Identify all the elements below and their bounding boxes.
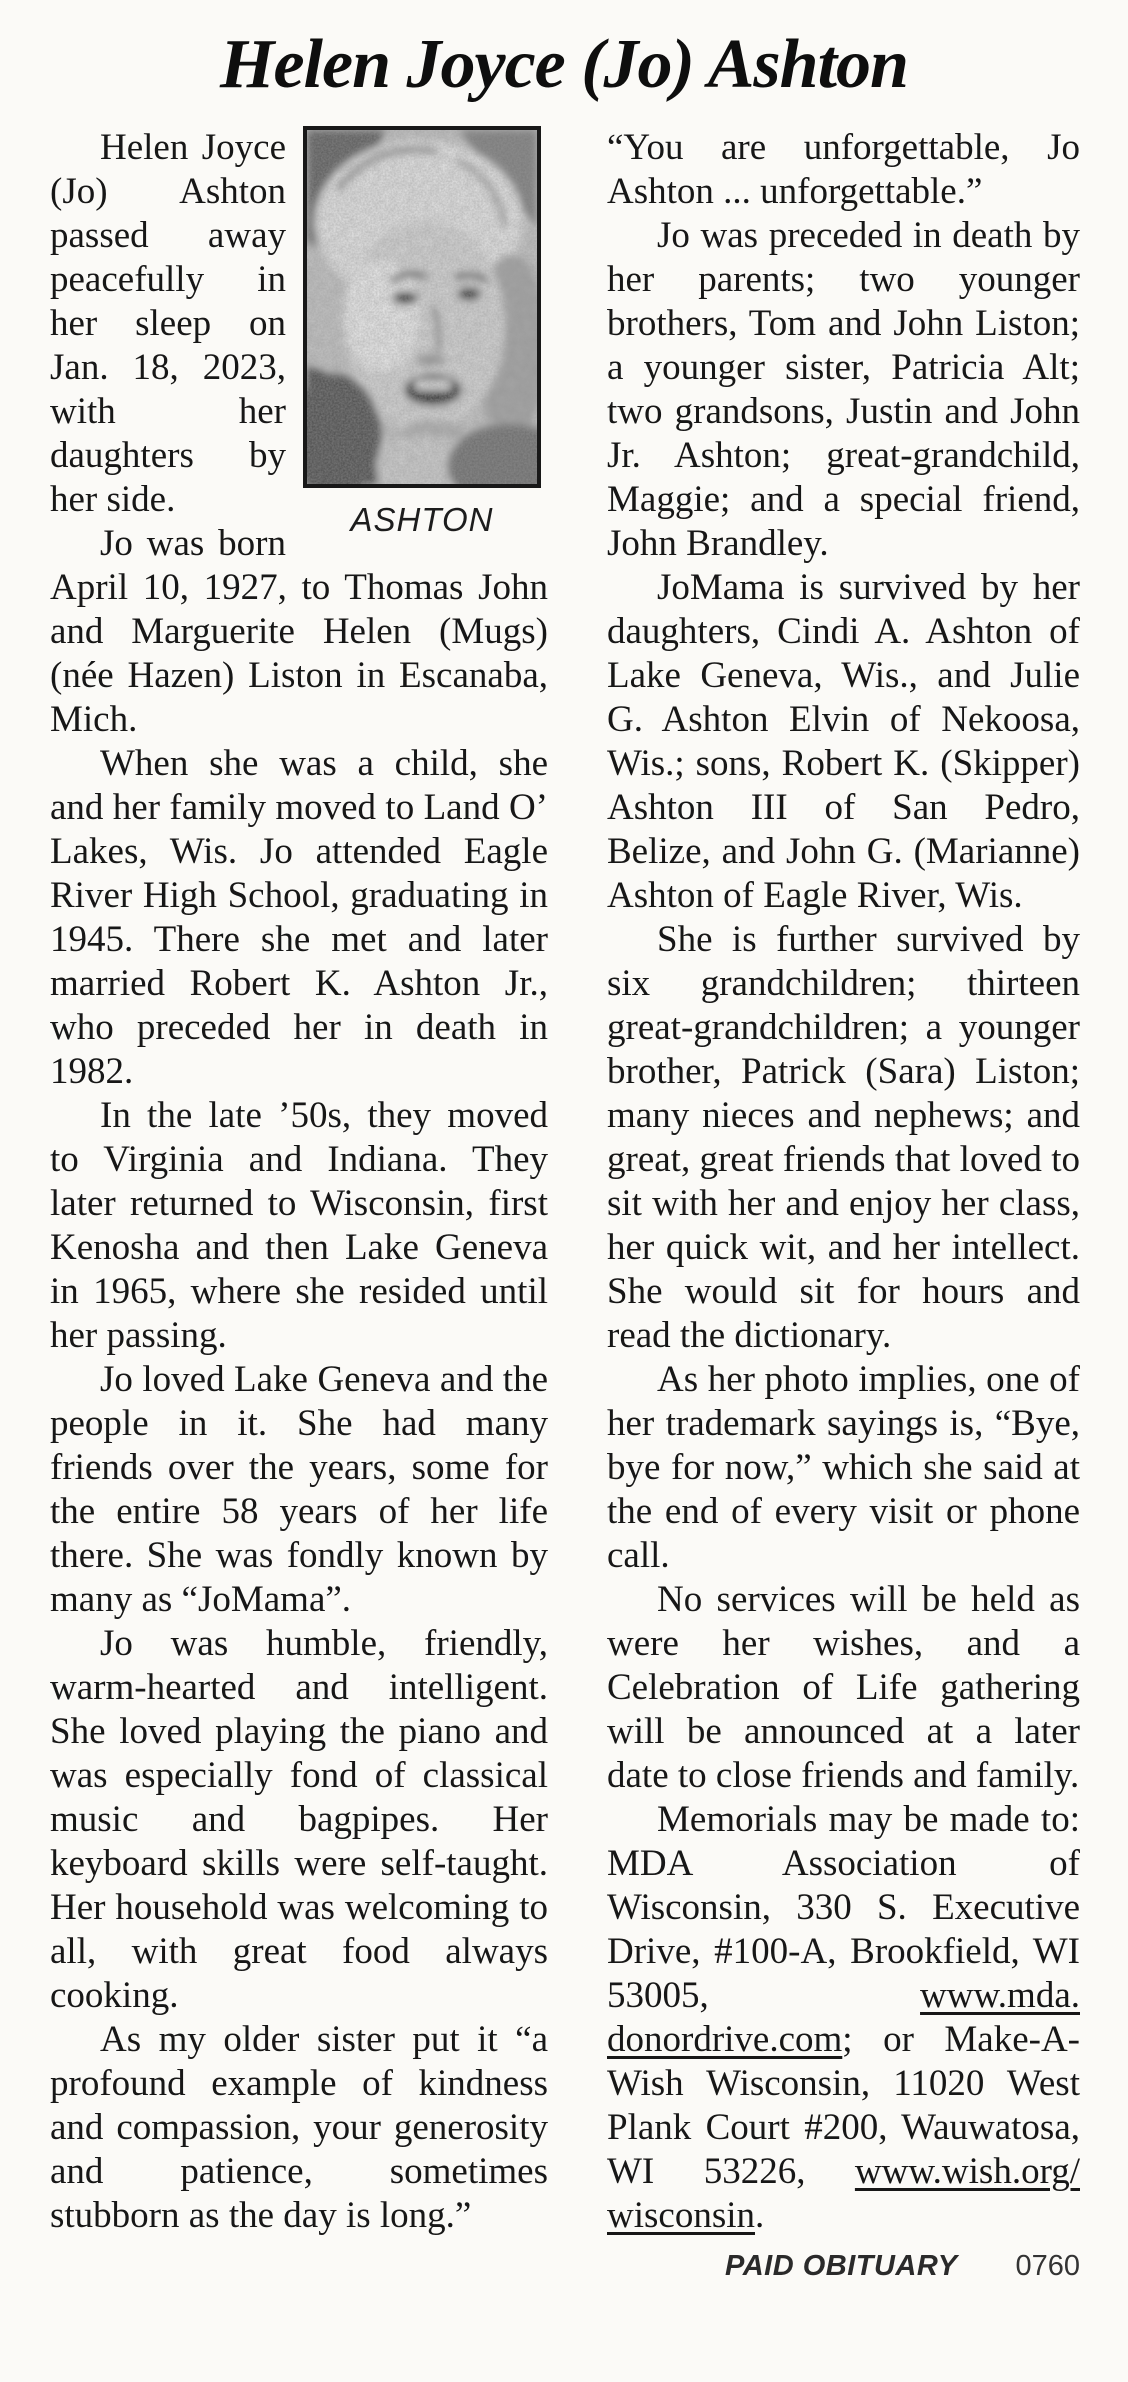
paragraph: As her photo implies, one of her trademark sayings is, “Bye, bye for now,” which she said at the end of every visit or phone call.: [607, 1359, 1080, 1576]
paragraph: No services will be held as were her wishes, and a Celebration of Life gathering will be announced at a later date to close friends and family.: [607, 1579, 1080, 1796]
footer-row: [607, 2244, 1080, 2288]
obituary-title: Helen Joyce (Jo) Ashton: [220, 26, 908, 103]
paragraph: In the late ’50s, they moved to Virginia and Indiana. They later returned to Wisconsin, first Kenosha and then Lake Geneva in 1965, where she resided until her passing.: [50, 1095, 548, 1356]
underlined-url: www.wish.org/: [854, 2151, 1080, 2192]
paragraph: When she was a child, she and her family moved to Land O’ Lakes, Wis. Jo attended Eagle River High School, graduating in 1945. There she met and later married Robert K. Ashton Jr., who preceded her in death in 1982.: [50, 743, 548, 1092]
paragraph: “You are unforgettable, Jo Ashton ... unforgettable.”: [607, 127, 1080, 212]
portrait-photo: [303, 126, 541, 488]
paragraph: Jo was born April 10, 1927, to Thomas John and Marguerite Helen (Mugs) (née Hazen) Liston in Escanaba, Mich.: [50, 523, 548, 740]
paragraph: Helen Joyce (Jo) Ashton passed away peacefully in her sleep on Jan. 18, 2023, with her daughters by her side.: [50, 127, 286, 520]
right-column: [607, 126, 1080, 2288]
underlined-url: donordrive.com: [607, 2019, 843, 2060]
paragraph: JoMama is survived by her daughters, Cindi A. Ashton of Lake Geneva, Wis., and Julie G. Ashton Elvin of Nekoosa, Wis.; sons, Robert K. (Skipper) Ashton III of San Pedro, Belize, and John G. (Marianne) Ashton of Eagle River, Wis.: [607, 567, 1080, 916]
paragraph: Jo was humble, friendly, warm-hearted and intelligent. She loved playing the piano and was especially fond of classical music and bagpipes. Her keyboard skills were self-taught. Her household was welcoming to all, with great food always cooking.: [50, 1623, 548, 2016]
paragraph: Memorials may be made to: MDA Association of Wisconsin, 330 S. Executive Drive, #100-A, Brookfield, WI 53005, www.mda.donordrive.com; or Make-A-Wish Wisconsin, 11020 West Plank Court #200, Wauwatosa, WI 53226, www.wish.org/wisconsin.: [607, 1799, 1080, 2236]
paragraph: She is further survived by six grandchildren; thirteen great-grandchildren; a younger brother, Patrick (Sara) Liston; many nieces and nephews; and great, great friends that loved to sit with her and enjoy her class, her quick wit, and her intellect. She would sit for hours and read the dictionary.: [607, 919, 1080, 1356]
paragraph: As my older sister put it “a profound example of kindness and compassion, your generosity and patience, sometimes stubborn as the day is long.”: [50, 2019, 548, 2236]
underlined-url: wisconsin: [607, 2195, 755, 2236]
underlined-url: www.mda.: [920, 1975, 1080, 2016]
paid-obituary-label: PAID OBITUARY: [725, 2250, 958, 2282]
photo-caption: ASHTON: [350, 501, 494, 538]
left-column: [50, 126, 548, 2288]
columns: [50, 126, 1080, 2288]
photo-figure: [296, 126, 548, 542]
paragraph: Jo loved Lake Geneva and the people in it. She had many friends over the years, some for the entire 58 years of her life there. She was fondly known by many as “JoMama”.: [50, 1359, 548, 1620]
obituary-code: 0760: [1015, 2250, 1080, 2282]
paragraph: Jo was preceded in death by her parents; two younger brothers, Tom and John Liston; a younger sister, Patricia Alt; two grandsons, Justin and John Jr. Ashton; great-grandchild, Maggie; and a special friend, John Brandley.: [607, 215, 1080, 564]
portrait-photo-image: [307, 130, 537, 484]
